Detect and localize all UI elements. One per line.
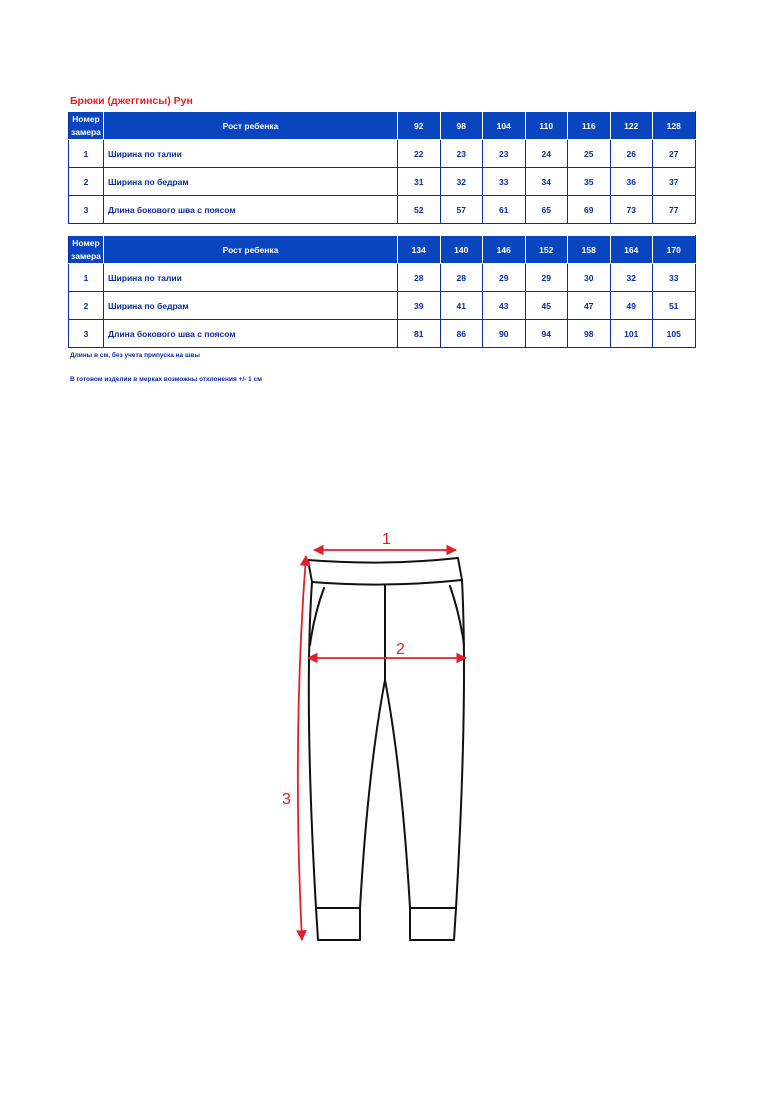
- measure-number: 1: [69, 264, 104, 292]
- table-cell: 32: [440, 168, 483, 196]
- table-cell: 28: [398, 264, 441, 292]
- table-cell: 94: [525, 320, 568, 348]
- table-cell: 37: [653, 168, 696, 196]
- table-row: [69, 320, 696, 348]
- measure-name: Длина бокового шва с поясом: [104, 320, 398, 348]
- measure-number: 3: [69, 320, 104, 348]
- table-cell: 47: [568, 292, 611, 320]
- table-cell: 90: [483, 320, 526, 348]
- table-cell: 23: [440, 140, 483, 168]
- header-measure-number: Номер замера: [69, 112, 104, 140]
- measure-number: 2: [69, 292, 104, 320]
- measure-name: Длина бокового шва с поясом: [104, 196, 398, 224]
- table-cell: 31: [398, 168, 441, 196]
- table-cell: 28: [440, 264, 483, 292]
- table-cell: 32: [610, 264, 653, 292]
- table-cell: 43: [483, 292, 526, 320]
- table-cell: 41: [440, 292, 483, 320]
- table-cell: 39: [398, 292, 441, 320]
- label-hip-width: 2: [396, 641, 405, 658]
- size-table-2: [68, 235, 696, 348]
- header-measure-number: Номер замера: [69, 236, 104, 264]
- header-size: 98: [440, 112, 483, 140]
- table-cell: 98: [568, 320, 611, 348]
- table-cell: 65: [525, 196, 568, 224]
- table-cell: 24: [525, 140, 568, 168]
- header-size: 122: [610, 112, 653, 140]
- table-cell: 23: [483, 140, 526, 168]
- header-size: 152: [525, 236, 568, 264]
- measure-name: Ширина по талии: [104, 264, 398, 292]
- table-header-row: [69, 236, 696, 264]
- table-cell: 69: [568, 196, 611, 224]
- table-row: [69, 292, 696, 320]
- table-cell: 30: [568, 264, 611, 292]
- table-cell: 35: [568, 168, 611, 196]
- measure-name: Ширина по талии: [104, 140, 398, 168]
- header-size: 164: [610, 236, 653, 264]
- measure-number: 1: [69, 140, 104, 168]
- measurement-arrows: [298, 550, 466, 940]
- table-row: [69, 168, 696, 196]
- table-cell: 27: [653, 140, 696, 168]
- table-cell: 49: [610, 292, 653, 320]
- header-size: 170: [653, 236, 696, 264]
- table-cell: 45: [525, 292, 568, 320]
- header-size: 134: [398, 236, 441, 264]
- pants-outline: [308, 558, 464, 940]
- label-waist-width: 1: [382, 531, 391, 548]
- measure-number: 2: [69, 168, 104, 196]
- table-cell: 29: [525, 264, 568, 292]
- table-cell: 51: [653, 292, 696, 320]
- header-size: 116: [568, 112, 611, 140]
- size-table-1: [68, 111, 696, 224]
- table-cell: 22: [398, 140, 441, 168]
- table-cell: 101: [610, 320, 653, 348]
- page-title: Брюки (джеггинсы) Рун: [70, 95, 193, 107]
- table-row: [69, 264, 696, 292]
- table-cell: 33: [653, 264, 696, 292]
- measure-name: Ширина по бедрам: [104, 292, 398, 320]
- table-cell: 86: [440, 320, 483, 348]
- measure-number: 3: [69, 196, 104, 224]
- header-height-label: Рост ребенка: [104, 236, 398, 264]
- header-size: 128: [653, 112, 696, 140]
- table-cell: 57: [440, 196, 483, 224]
- side-seam-length-arrow: [298, 556, 306, 940]
- table-cell: 25: [568, 140, 611, 168]
- table-cell: 26: [610, 140, 653, 168]
- note-seam-allowance: Длины в см, без учета припуска на швы: [70, 352, 200, 359]
- header-size: 140: [440, 236, 483, 264]
- table-cell: 34: [525, 168, 568, 196]
- table-row: [69, 196, 696, 224]
- header-size: 110: [525, 112, 568, 140]
- table-cell: 81: [398, 320, 441, 348]
- label-side-seam-length: 3: [282, 791, 291, 808]
- header-size: 158: [568, 236, 611, 264]
- note-deviation: В готовом изделии в мерках возможны отклонения +/- 1 см: [70, 376, 262, 383]
- table-row: [69, 140, 696, 168]
- table-cell: 105: [653, 320, 696, 348]
- measure-name: Ширина по бедрам: [104, 168, 398, 196]
- table-cell: 73: [610, 196, 653, 224]
- table-cell: 77: [653, 196, 696, 224]
- pants-measurement-diagram: [270, 520, 480, 950]
- table-cell: 61: [483, 196, 526, 224]
- table-cell: 29: [483, 264, 526, 292]
- header-size: 92: [398, 112, 441, 140]
- table-cell: 36: [610, 168, 653, 196]
- header-height-label: Рост ребенка: [104, 112, 398, 140]
- table-cell: 33: [483, 168, 526, 196]
- header-size: 104: [483, 112, 526, 140]
- header-size: 146: [483, 236, 526, 264]
- table-header-row: [69, 112, 696, 140]
- table-cell: 52: [398, 196, 441, 224]
